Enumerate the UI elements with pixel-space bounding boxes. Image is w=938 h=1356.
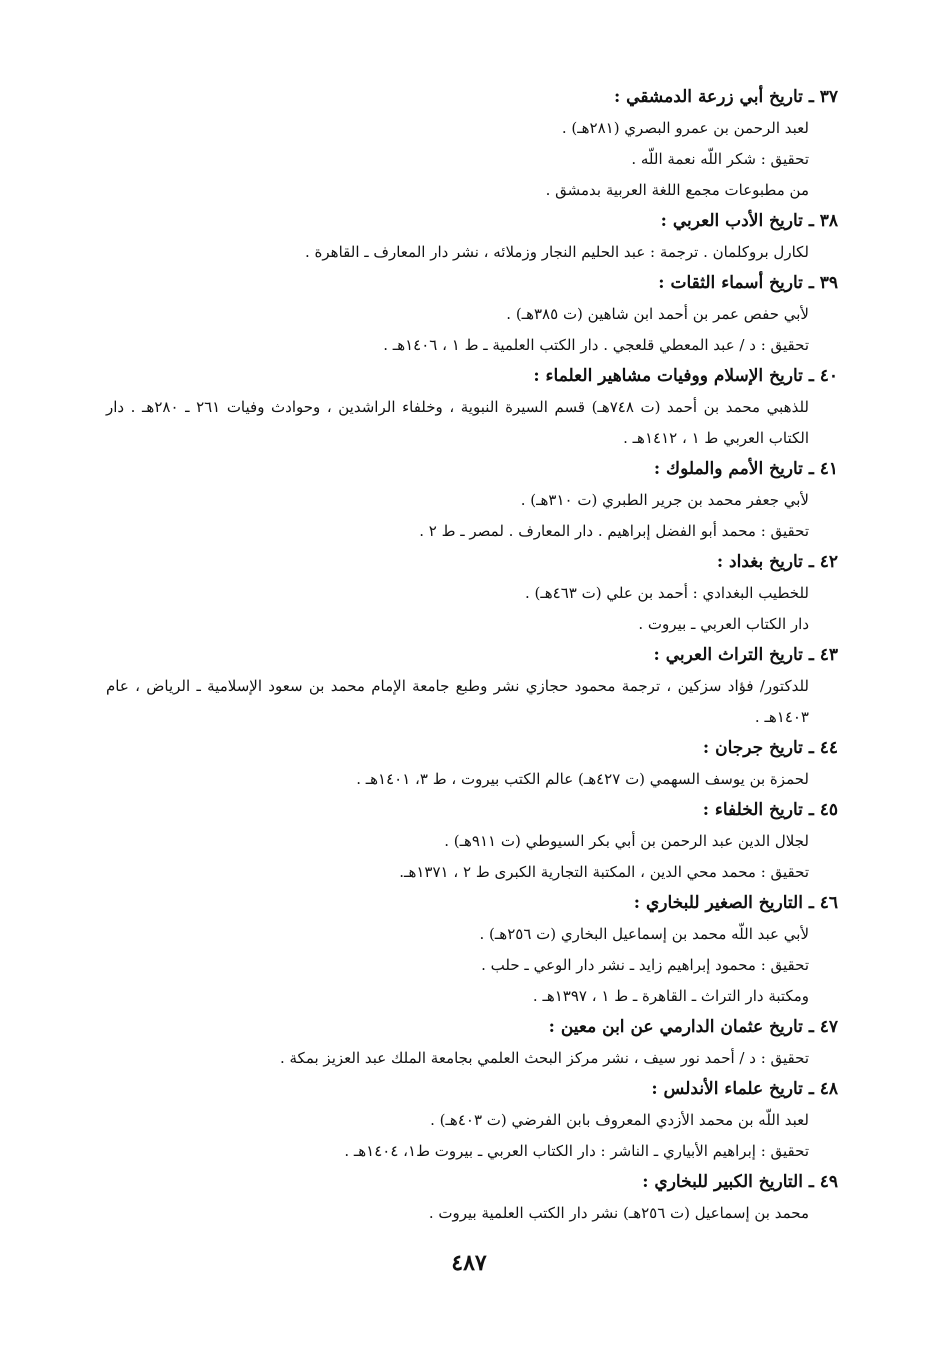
entry-heading: ٣٧ ـ تاريخ أبي زرعة الدمشقي : bbox=[613, 87, 838, 107]
entry-line: لأبي جعفر محمد بن جرير الطبري (ت ٣١٠هـ) . bbox=[520, 491, 809, 509]
entry-line: من مطبوعات مجمع اللغة العربية بدمشق . bbox=[545, 181, 809, 199]
bibliography-entry-47 bbox=[106, 1012, 838, 1074]
entry-line: لعبد اللّه بن محمد الأزدي المعروف بابن الفرضي (ت ٤٠٣هـ) . bbox=[430, 1111, 809, 1129]
entry-line: لحمزة بن يوسف السهمي (ت ٤٢٧هـ) عالم الكتب بيروت ، ط ٣، ١٤٠١هـ . bbox=[356, 770, 809, 788]
entry-heading: ٤٤ ـ تاريخ جرجان : bbox=[702, 738, 838, 758]
bibliography-entry-44 bbox=[106, 733, 838, 795]
bibliography-entry-46 bbox=[106, 888, 838, 1012]
entry-line: تحقيق : د / عبد المعطي قلعجي . دار الكتب العلمية ـ ط ١ ، ١٤٠٦هـ . bbox=[383, 336, 809, 354]
entry-line: تحقيق : محمود إبراهيم زايد ـ نشر دار الوعي ـ حلب . bbox=[481, 956, 809, 974]
bibliography-entry-48 bbox=[106, 1074, 838, 1167]
entry-line: محمد بن إسماعيل (ت ٢٥٦هـ) نشر دار الكتب العلمية بيروت . bbox=[428, 1204, 809, 1222]
bibliography-entry-37 bbox=[106, 82, 838, 206]
entry-line: لكارل بروكلمان . ترجمة : عبد الحليم النجار وزملائه ، نشر دار المعارف ـ القاهرة . bbox=[305, 243, 809, 261]
entry-heading: ٤٧ ـ تاريخ عثمان الدارمي عن ابن معين : bbox=[548, 1017, 838, 1037]
bibliography-page bbox=[106, 82, 838, 1229]
entry-line: للدكتور/ فؤاد سزكين ، ترجمة محمود حجازي نشر وطبع جامعة الإمام محمد بن سعود الإسلامية ـ الرياض ، عام ١٤٠٣هـ . bbox=[106, 677, 809, 726]
entry-heading: ٤٨ ـ تاريخ علماء الأندلس : bbox=[651, 1079, 838, 1099]
entry-heading: ٤٢ ـ تاريخ بغداد : bbox=[716, 552, 838, 572]
bibliography-entry-39 bbox=[106, 268, 838, 361]
entry-line: ومكتبة دار التراث ـ القاهرة ـ ط ١ ، ١٣٩٧هـ . bbox=[532, 987, 809, 1005]
entry-heading: ٤٠ ـ تاريخ الإسلام ووفيات مشاهير العلماء : bbox=[533, 366, 838, 386]
entry-line: للذهبي محمد بن أحمد (ت ٧٤٨هـ) قسم السيرة النبوية ، وخلفاء الراشدين ، وحوادث وفيات ٢٦١ ـ ٢٨٠هـ . دار الكتاب العربي ط ١ ، ١٤١٢هـ . bbox=[106, 398, 809, 447]
bibliography-entry-45 bbox=[106, 795, 838, 888]
entry-line: تحقيق : محمد محي الدين ، المكتبة التجارية الكبرى ط ٢ ، ١٣٧١هـ. bbox=[399, 863, 809, 881]
entry-line: تحقيق : إبراهيم الأبياري ـ الناشر : دار الكتاب العربي ـ بيروت ط١، ١٤٠٤هـ . bbox=[344, 1142, 809, 1160]
bibliography-entry-43 bbox=[106, 640, 838, 733]
entry-line: تحقيق : محمد أبو الفضل إبراهيم . دار المعارف . لمصر ـ ط ٢ . bbox=[419, 522, 809, 540]
bibliography-entry-41 bbox=[106, 454, 838, 547]
entry-line: لعبد الرحمن بن عمرو البصري (٢٨١هـ) . bbox=[561, 119, 809, 137]
entry-line: تحقيق : د / أحمد نور سيف ، نشر مركز البحث العلمي بجامعة الملك عبد العزيز بمكة . bbox=[279, 1049, 809, 1067]
entry-heading: ٣٩ ـ تاريخ أسماء الثقات : bbox=[658, 273, 838, 293]
bibliography-entry-38 bbox=[106, 206, 838, 268]
page-number: ٤٨٧ bbox=[451, 1250, 487, 1276]
entry-line: تحقيق : شكر اللّه نعمة اللّه . bbox=[631, 150, 809, 168]
entry-line: دار الكتاب العربي ـ بيروت . bbox=[638, 615, 809, 633]
entry-line: لجلال الدين عبد الرحمن بن أبي بكر السيوطي (ت ٩١١هـ) . bbox=[444, 832, 809, 850]
entry-line: لأبي عبد اللّه محمد بن إسماعيل البخاري (ت ٢٥٦هـ) . bbox=[479, 925, 809, 943]
entry-line: لأبي حفص عمر بن أحمد ابن شاهين (ت ٣٨٥هـ) . bbox=[506, 305, 809, 323]
bibliography-entry-40 bbox=[106, 361, 838, 454]
entry-heading: ٤٩ ـ التاريخ الكبير للبخاري : bbox=[642, 1172, 838, 1192]
bibliography-entry-42 bbox=[106, 547, 838, 640]
bibliography-entry-49 bbox=[106, 1167, 838, 1229]
entry-heading: ٣٨ ـ تاريخ الأدب العربي : bbox=[660, 211, 838, 231]
entry-heading: ٤١ ـ تاريخ الأمم والملوك : bbox=[653, 459, 838, 479]
entry-line: للخطيب البغدادي : أحمد بن علي (ت ٤٦٣هـ) . bbox=[524, 584, 809, 602]
entry-heading: ٤٥ ـ تاريخ الخلفاء : bbox=[702, 800, 838, 820]
entry-heading: ٤٦ ـ التاريخ الصغير للبخاري : bbox=[633, 893, 838, 913]
entry-heading: ٤٣ ـ تاريخ التراث العربي : bbox=[653, 645, 838, 665]
